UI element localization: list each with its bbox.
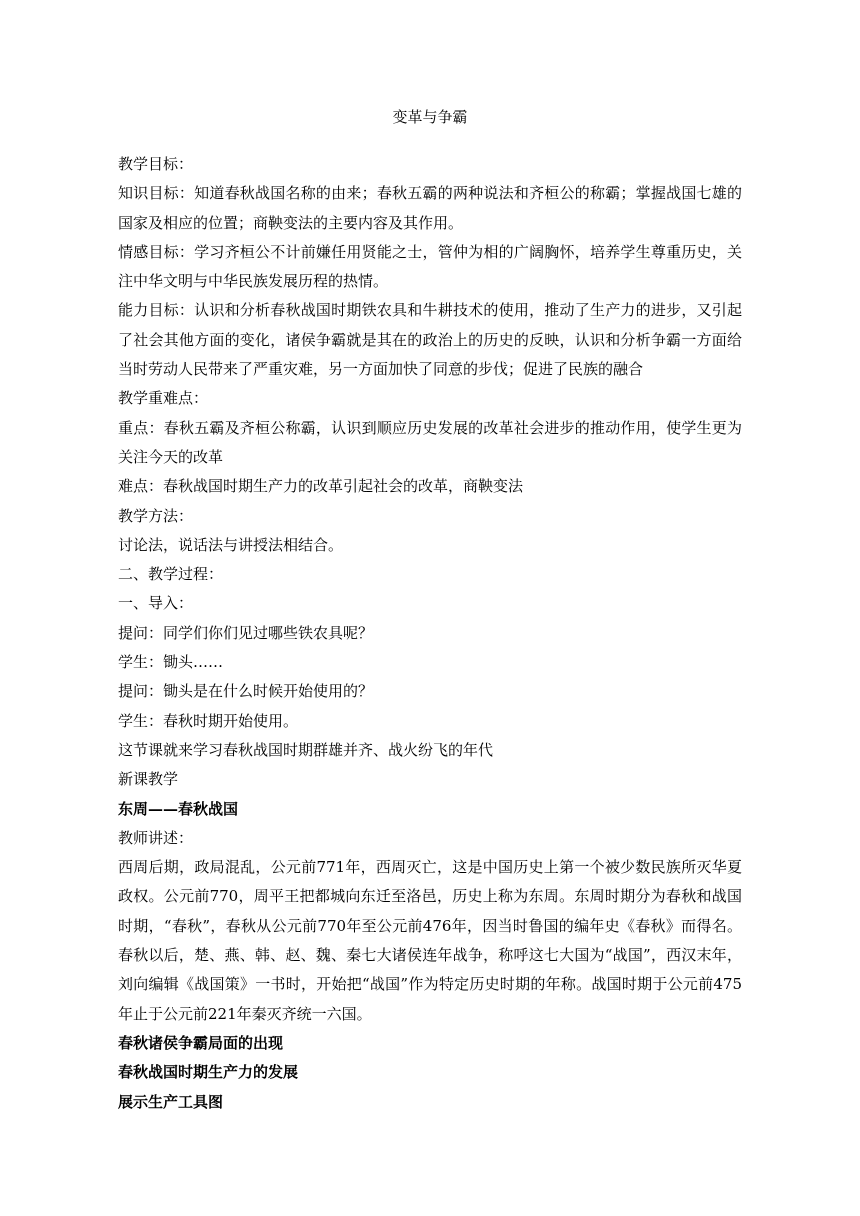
section-heading: 东周——春秋战国 [118, 799, 239, 818]
paragraph: 提问：锄头是在什么时候开始使用的？ [118, 682, 374, 701]
section-heading: 春秋战国时期生产力的发展 [118, 1063, 299, 1082]
paragraph: 讨论法，说话法与讲授法相结合。 [118, 535, 344, 554]
paragraph: 能力目标：认识和分析春秋战国时期铁农具和牛耕技术的使用，推动了生产力的进步，又引起了社会其他方面的变化，诸侯争霸就是其在的政治上的历史的反映，认识和分析争霸一方面给当时劳动人民带来了严重灾难，另一方面加快了同意的步伐；促进了民族的融合 [118, 301, 742, 379]
section-heading: 展示生产工具图 [118, 1092, 224, 1111]
paragraph: 重点：春秋五霸及齐桓公称霸，认识到顺应历史发展的改革社会进步的推动作用，使学生更为关注今天的改革 [118, 418, 742, 466]
document-body [118, 150, 742, 1117]
paragraph: 教师讲述： [118, 828, 194, 847]
paragraph: 教学目标： [118, 155, 194, 173]
document-title: 变革与争霸 [392, 108, 468, 126]
paragraph: 学生：春秋时期开始使用。 [118, 711, 299, 730]
paragraph: 学生：锄头…… [118, 653, 224, 672]
paragraph: 一、导入： [118, 594, 194, 613]
paragraph: 这节课就来学习春秋战国时期群雄并齐、战火纷飞的年代 [118, 740, 494, 759]
paragraph: 教学方法： [118, 506, 194, 525]
paragraph: 新课教学 [118, 770, 179, 789]
paragraph: 提问：同学们你们见过哪些铁农具呢？ [118, 623, 374, 642]
section-heading: 春秋诸侯争霸局面的出现 [118, 1033, 284, 1052]
paragraph: 二、教学过程： [118, 565, 224, 584]
paragraph: 难点：春秋战国时期生产力的改革引起社会的改革，商鞅变法 [118, 477, 524, 496]
paragraph: 情感目标：学习齐桓公不计前嫌任用贤能之士，管仲为相的广阔胸怀，培养学生尊重历史，关注中华文明与中华民族发展历程的热情。 [118, 242, 742, 291]
paragraph: 知识目标：知道春秋战国名称的由来；春秋五霸的两种说法和齐桓公的称霸；掌握战国七雄的国家及相应的位置；商鞅变法的主要内容及其作用。 [118, 184, 742, 232]
paragraph: 西周后期，政局混乱，公元前771年，西周灭亡，这是中国历史上第一个被少数民族所灭华夏政权。公元前770，周平王把都城向东迁至洛邑，历史上称为东周。东周时期分为春秋和战国时期，“春秋”，春秋从公元前770年至公元前476年，因当时鲁国的编年史《春秋》而得名。春秋以后，楚、燕、韩、赵、魏、秦七大诸侯连年战争，称呼这七大国为“战国”，西汉末年，刘向编辑《战国策》一书时，开始把“战国”作为特定历史时期的年称。战国时期于公元前475年止于公元前221年秦灭齐统一六国。 [118, 858, 742, 1023]
paragraph: 教学重难点： [118, 389, 209, 408]
